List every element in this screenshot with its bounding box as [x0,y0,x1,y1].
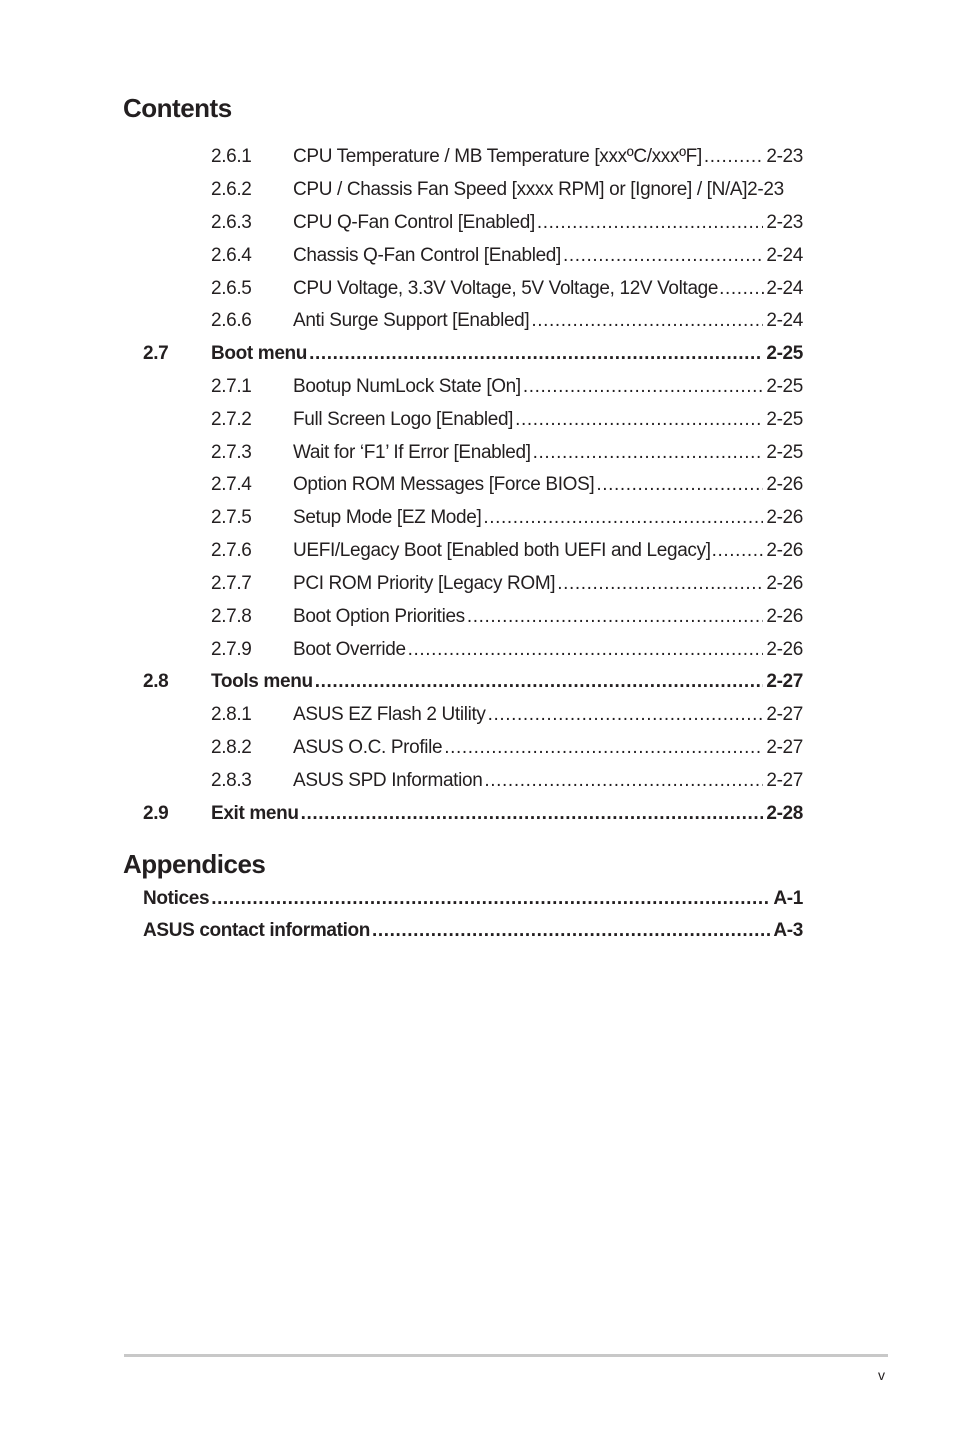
toc-entry-page: 2-25 [766,409,803,430]
toc-dot-leader [372,914,770,947]
toc-entry-title: UEFI/Legacy Boot [Enabled both UEFI and Legacy] [293,540,711,561]
toc-entry-2-6-1[interactable] [211,140,803,173]
toc-entry-page: 2-26 [766,507,803,528]
toc-dot-leader [557,567,763,600]
toc-entry-2-7-2[interactable] [211,403,803,436]
footer-divider [124,1354,888,1357]
toc-section-2-7[interactable] [143,337,803,370]
toc-entry-page: 2-26 [766,474,803,495]
toc-dot-leader [444,731,763,764]
toc-dot-leader [467,600,764,633]
toc-entry-title: Anti Surge Support [Enabled] [293,310,530,331]
toc-entry-2-6-4[interactable] [211,239,803,272]
toc-entry-page: 2-27 [766,737,803,758]
toc-entry-title: PCI ROM Priority [Legacy ROM] [293,573,556,594]
toc-section-page: 2-28 [766,803,803,824]
toc-entry-title: Full Screen Logo [Enabled] [293,409,514,430]
toc-entry-2-7-9[interactable] [211,633,803,666]
toc-entry-title: Boot Override [293,639,406,660]
toc-section-number: 2.8 [143,671,169,692]
toc-entry-page: 2-25 [766,376,803,397]
toc-entry-number: 2.6.6 [211,310,252,331]
toc-entry-title: CPU Q-Fan Control [Enabled] [293,212,535,233]
toc-section-number: 2.7 [143,343,169,364]
toc-section-page: 2-25 [766,343,803,364]
toc-dot-leader [408,633,764,666]
toc-section-2-8[interactable] [143,665,803,698]
toc-entry-page: 2-25 [766,442,803,463]
toc-dot-leader [309,337,763,370]
toc-entry-2-8-2[interactable] [211,731,803,764]
toc-entry-2-6-6[interactable] [211,304,803,337]
toc-entry-page: 2-24 [766,310,803,331]
toc-dot-leader [596,468,763,501]
toc-dot-leader [533,436,764,469]
toc-entry-number: 2.7.2 [211,409,252,430]
toc-entry-page: 2-24 [766,278,803,299]
toc-entry-2-6-2[interactable] [211,173,817,206]
toc-dot-leader [488,698,764,731]
toc-entry-page: 2-26 [766,639,803,660]
toc-entry-title: Option ROM Messages [Force BIOS] [293,474,595,495]
toc-entry-number: 2.7.6 [211,540,252,561]
toc-entry-page: 2-27 [766,704,803,725]
toc-entry-title: CPU Voltage, 3.3V Voltage, 5V Voltage, 12V Voltage [293,278,719,299]
toc-entry-title: Setup Mode [EZ Mode] [293,507,482,528]
toc-entry-number: 2.7.9 [211,639,252,660]
toc-appendix-title: ASUS contact information [143,920,371,941]
toc-entry-page: 2-23 [747,179,784,200]
toc-dot-leader [704,140,763,173]
page-number: v [878,1367,885,1383]
toc-entry-number: 2.7.1 [211,376,252,397]
toc-entry-number: 2.8.1 [211,704,252,725]
toc-section-number: 2.9 [143,803,169,824]
toc-entry-title: Wait for ‘F1’ If Error [Enabled] [293,442,531,463]
toc-entry-2-7-8[interactable] [211,600,803,633]
toc-entry-number: 2.7.5 [211,507,252,528]
toc-section-2-9[interactable] [143,797,803,830]
toc-entry-2-7-3[interactable] [211,436,803,469]
toc-entry-number: 2.6.4 [211,245,252,266]
toc-entry-title: ASUS SPD Information [293,770,483,791]
toc-dot-leader [531,304,763,337]
toc-entry-2-8-1[interactable] [211,698,803,731]
toc-entry-2-7-4[interactable] [211,468,803,501]
toc-entry-2-7-7[interactable] [211,567,803,600]
toc-appendix-page: A-3 [773,920,803,941]
toc-entry-2-7-1[interactable] [211,370,803,403]
toc-entry-number: 2.8.3 [211,770,252,791]
toc-entry-2-7-6[interactable] [211,534,803,567]
toc-entry-page: 2-24 [766,245,803,266]
toc-entry-number: 2.7.8 [211,606,252,627]
toc-entry-number: 2.7.3 [211,442,252,463]
toc-section-title: Exit menu [211,803,299,824]
toc-dot-leader [211,882,770,915]
toc-entry-number: 2.6.2 [211,179,252,200]
toc-entry-number: 2.6.1 [211,146,252,167]
toc-entry-title: Bootup NumLock State [On] [293,376,521,397]
toc-appendix-page: A-1 [773,888,803,909]
toc-entry-title: CPU / Chassis Fan Speed [xxxx RPM] or [Ignore] / [N/A] [293,179,748,200]
toc-dot-leader [563,239,763,272]
toc-dot-leader [315,665,764,698]
toc-dot-leader [523,370,764,403]
toc-dot-leader [301,797,764,830]
toc-dot-leader [483,501,763,534]
toc-section-title: Tools menu [211,671,313,692]
toc-entry-number: 2.6.3 [211,212,252,233]
toc-entry-page: 2-26 [766,573,803,594]
toc-dot-leader [515,403,763,436]
toc-entry-page: 2-23 [766,146,803,167]
toc-entry-title: ASUS O.C. Profile [293,737,443,758]
toc-entry-page: 2-26 [766,540,803,561]
contents-heading: Contents [123,93,232,123]
toc-entry-number: 2.7.7 [211,573,252,594]
toc-appendix-title: Notices [143,888,210,909]
toc-entry-2-6-3[interactable] [211,206,803,239]
toc-section-title: Boot menu [211,343,308,364]
toc-entry-title: Boot Option Priorities [293,606,465,627]
toc-entry-2-8-3[interactable] [211,764,803,797]
toc-entry-number: 2.7.4 [211,474,252,495]
toc-appendix-asus-contact[interactable] [143,914,803,947]
toc-section-page: 2-27 [766,671,803,692]
toc-dot-leader [712,534,766,567]
toc-dot-leader [719,272,765,305]
toc-entry-number: 2.8.2 [211,737,252,758]
toc-appendix-notices[interactable] [143,882,803,915]
appendices-heading: Appendices [123,849,266,879]
toc-entry-page: 2-23 [766,212,803,233]
toc-entry-page: 2-26 [766,606,803,627]
toc-entry-page: 2-27 [766,770,803,791]
toc-entry-2-6-5[interactable] [211,272,803,305]
toc-entry-title: CPU Temperature / MB Temperature [xxxºC/xxxºF] [293,146,702,167]
toc-dot-leader [484,764,763,797]
toc-dot-leader [537,206,763,239]
toc-entry-title: Chassis Q-Fan Control [Enabled] [293,245,561,266]
toc-entry-title: ASUS EZ Flash 2 Utility [293,704,486,725]
toc-entry-number: 2.6.5 [211,278,252,299]
toc-entry-2-7-5[interactable] [211,501,803,534]
